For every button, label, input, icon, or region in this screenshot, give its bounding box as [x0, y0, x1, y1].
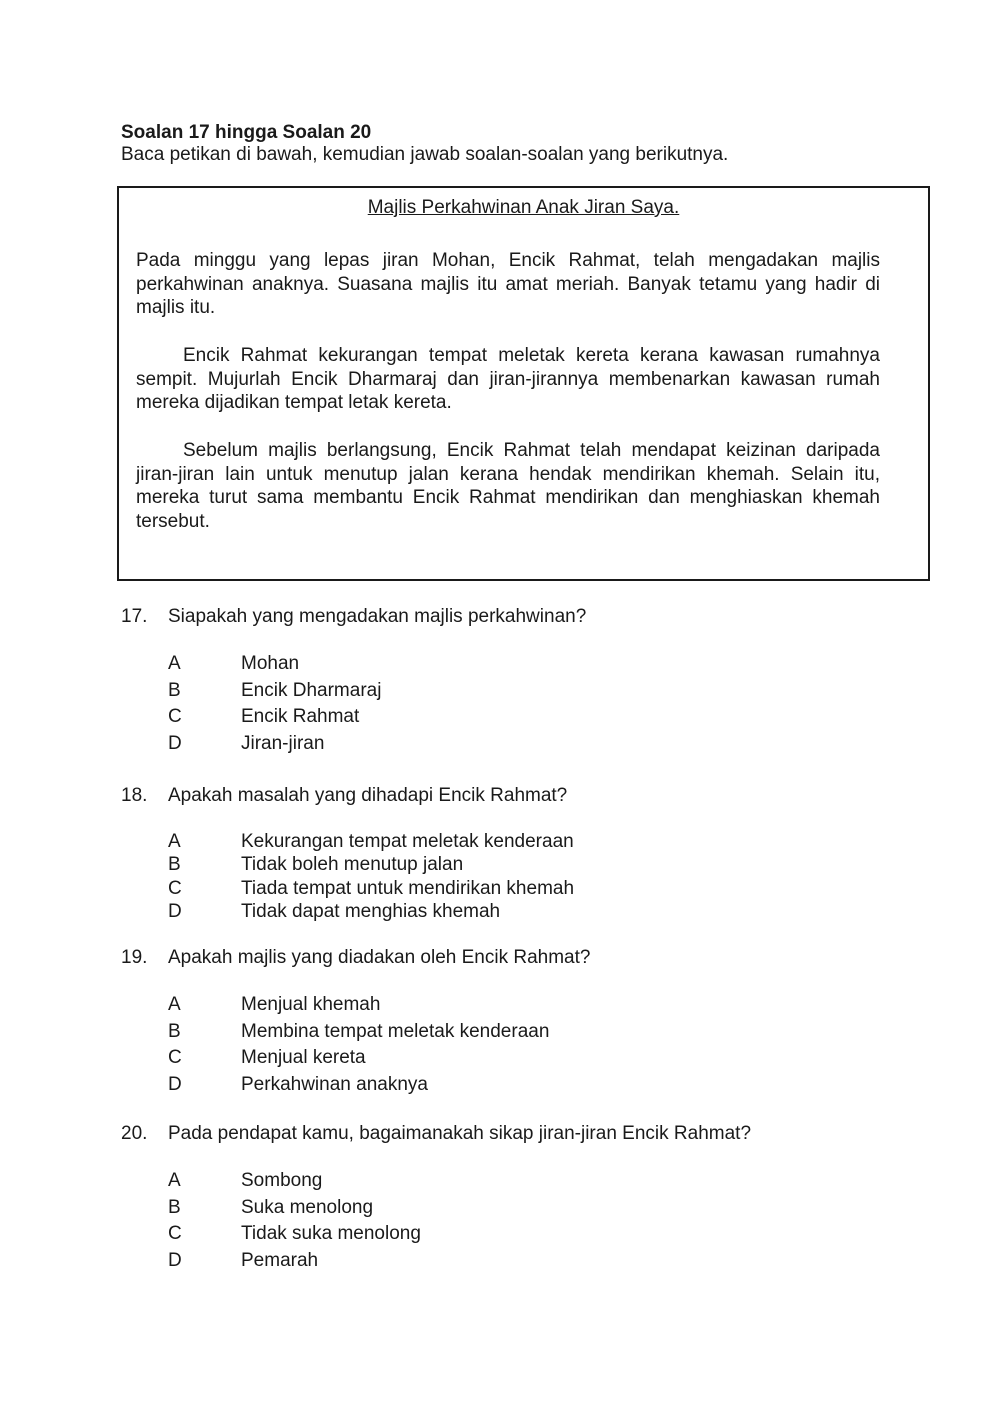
question-text: Pada pendapat kamu, bagaimanakah sikap jiran-jiran Encik Rahmat? [168, 1123, 752, 1144]
option-list [168, 1168, 751, 1274]
option-letter: D [168, 1249, 182, 1271]
passage-paragraph-3: Sebelum majlis berlangsung, Encik Rahmat telah mendapat keizinan daripada jiran-jiran lain untuk menutup jalan kerana hendak mendirikan khemah. Selain itu, mereka turut sama membantu Encik Rahmat mendirikan dan menghiaskan khemah tersebut. [136, 440, 880, 532]
option-text: Membina tempat meletak kenderaan [241, 1020, 550, 1042]
option-d[interactable] [168, 1072, 590, 1099]
option-d[interactable] [168, 1248, 751, 1275]
question-text: Apakah masalah yang dihadapi Encik Rahmat? [168, 785, 568, 806]
option-text: Jiran-jiran [241, 732, 325, 754]
question-19 [121, 947, 590, 1098]
option-letter: A [168, 831, 181, 852]
option-letter: A [168, 1170, 181, 1191]
question-text: Siapakah yang mengadakan majlis perkahwinan? [168, 606, 587, 627]
option-letter: C [168, 877, 182, 899]
option-a[interactable] [168, 992, 590, 1019]
option-letter: B [168, 679, 181, 701]
section-instruction: Baca petikan di bawah, kemudian jawab soalan-soalan yang berikutnya. [121, 144, 729, 165]
option-b[interactable] [168, 678, 586, 705]
option-text: Suka menolong [241, 1196, 374, 1218]
option-d[interactable] [168, 900, 574, 923]
question-17 [121, 606, 586, 757]
question-number: 17. [121, 606, 148, 627]
option-text: Menjual khemah [241, 994, 381, 1015]
option-a[interactable] [168, 651, 586, 678]
option-text: Encik Dharmaraj [241, 679, 382, 701]
option-b[interactable] [168, 1195, 751, 1222]
option-b[interactable] [168, 853, 574, 876]
option-list [168, 992, 590, 1098]
passage-paragraph-2: Encik Rahmat kekurangan tempat meletak kereta kerana kawasan rumahnya sempit. Mujurlah Encik Dharmaraj dan jiran-jirannya membenarkan kawasan rumah mereka dijadikan tempat letak kereta. [136, 345, 880, 413]
passage-paragraph-1: Pada minggu yang lepas jiran Mohan, Encik Rahmat, telah mengadakan majlis perkahwinan anaknya. Suasana majlis itu amat meriah. Banyak tetamu yang hadir di majlis itu. [136, 250, 880, 318]
option-letter: C [168, 1047, 182, 1068]
section-header [121, 122, 728, 166]
option-b[interactable] [168, 1019, 590, 1046]
question-18 [121, 785, 574, 923]
passage-title: Majlis Perkahwinan Anak Jiran Saya. [367, 197, 680, 218]
option-c[interactable] [168, 1221, 751, 1248]
passage-box [117, 186, 930, 581]
option-c[interactable] [168, 1045, 590, 1072]
option-text: Pemarah [241, 1249, 319, 1271]
option-text: Tidak boleh menutup jalan [241, 854, 464, 876]
question-20 [121, 1123, 751, 1274]
question-number: 19. [121, 947, 148, 968]
option-text: Perkahwinan anaknya [241, 1073, 428, 1095]
option-letter: D [168, 732, 182, 754]
option-letter: B [168, 854, 181, 876]
option-letter: B [168, 1020, 181, 1042]
option-text: Tiada tempat untuk mendirikan khemah [241, 877, 575, 899]
option-letter: C [168, 706, 182, 727]
question-number: 18. [121, 785, 148, 806]
option-text: Sombong [241, 1170, 323, 1191]
option-list [168, 651, 586, 757]
section-title: Soalan 17 hingga Soalan 20 [121, 122, 372, 143]
option-list [168, 830, 574, 923]
option-a[interactable] [168, 1168, 751, 1195]
question-text: Apakah majlis yang diadakan oleh Encik Rahmat? [168, 947, 591, 968]
option-letter: A [168, 994, 181, 1015]
option-a[interactable] [168, 830, 574, 853]
option-text: Encik Rahmat [241, 706, 360, 727]
option-d[interactable] [168, 731, 586, 758]
option-letter: D [168, 900, 182, 922]
question-number: 20. [121, 1123, 148, 1144]
option-text: Kekurangan tempat meletak kenderaan [241, 831, 574, 852]
option-letter: A [168, 653, 181, 674]
option-text: Menjual kereta [241, 1047, 366, 1068]
option-text: Tidak suka menolong [241, 1223, 421, 1244]
option-text: Mohan [241, 653, 300, 674]
option-text: Tidak dapat menghias khemah [241, 900, 501, 922]
option-c[interactable] [168, 877, 574, 900]
option-letter: D [168, 1073, 182, 1095]
option-c[interactable] [168, 704, 586, 731]
option-letter: C [168, 1223, 182, 1244]
option-letter: B [168, 1196, 181, 1218]
